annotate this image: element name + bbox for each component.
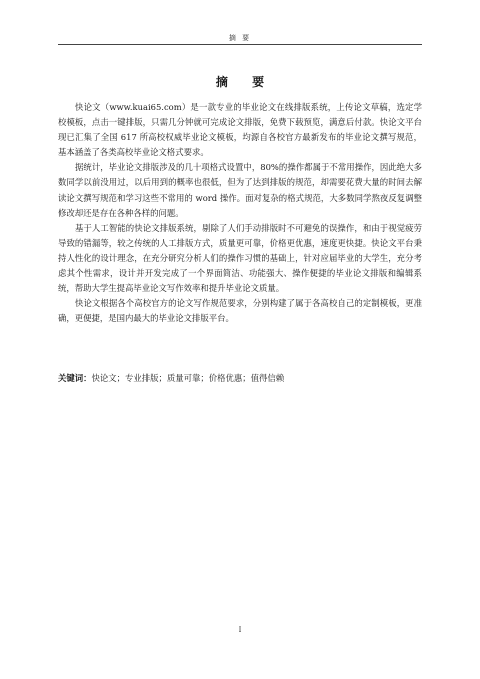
page-number: I xyxy=(238,626,242,634)
keywords-text: 快论文；专业排版；质量可靠；价格优惠；值得信赖 xyxy=(91,373,285,383)
paragraph: 基于人工智能的快论文排版系统，剔除了人们手动排版时不可避免的误操作，和由于视觉疲劳导致的错漏等，较之传统的人工排版方式，质量更可靠，价格更优惠，速度更快捷。快论文平台秉持人性化的设计理念，在充分研究分析人们的操作习惯的基础上，针对应届毕业的大学生，充分考虑其个性需求，设计并开发完成了一个界面简洁、功能强大、操作便捷的毕业论文排版和编辑系统，帮助大学生提高毕业论文写作效率和提升毕业论文质量。 xyxy=(58,222,422,294)
header-rule xyxy=(58,44,422,45)
paragraph: 快论文（www.kuai65.com）是一款专业的毕业论文在线排版系统，上传论文草稿，选定学校模板，点击一键排版，只需几分钟就可完成论文排版，免费下载预览，满意后付款。快论文平台现已汇集了全国 617 所高校权威毕业论文模板，均源自各校官方最新发布的毕业论文撰写规范，基本涵盖了各类高校毕业论文格式要求。 xyxy=(58,102,422,158)
running-header: 摘 要 xyxy=(228,34,252,42)
abstract-body xyxy=(58,100,422,326)
paragraph: 据统计，毕业论文排版涉及的几十项格式设置中，80%的操作都属于不常用操作，因此绝大多数同学以前没用过，以后用到的概率也很低，但为了达到排版的规范，却需要花费大量的时间去解读论文撰写规范和学习这些不常用的 word 操作。面对复杂的格式规范，大多数同学熬夜反复调整修改却还是存在各种各样的问题。 xyxy=(58,162,422,218)
paragraph: 快论文根据各个高校官方的论文写作规范要求，分别构建了属于各高校自己的定制模板，更准确，更便捷，是国内最大的毕业论文排版平台。 xyxy=(58,298,422,324)
abstract-title: 摘 要 xyxy=(215,75,275,89)
keywords-label: 关键词： xyxy=(58,373,92,383)
keywords-line xyxy=(58,371,422,386)
